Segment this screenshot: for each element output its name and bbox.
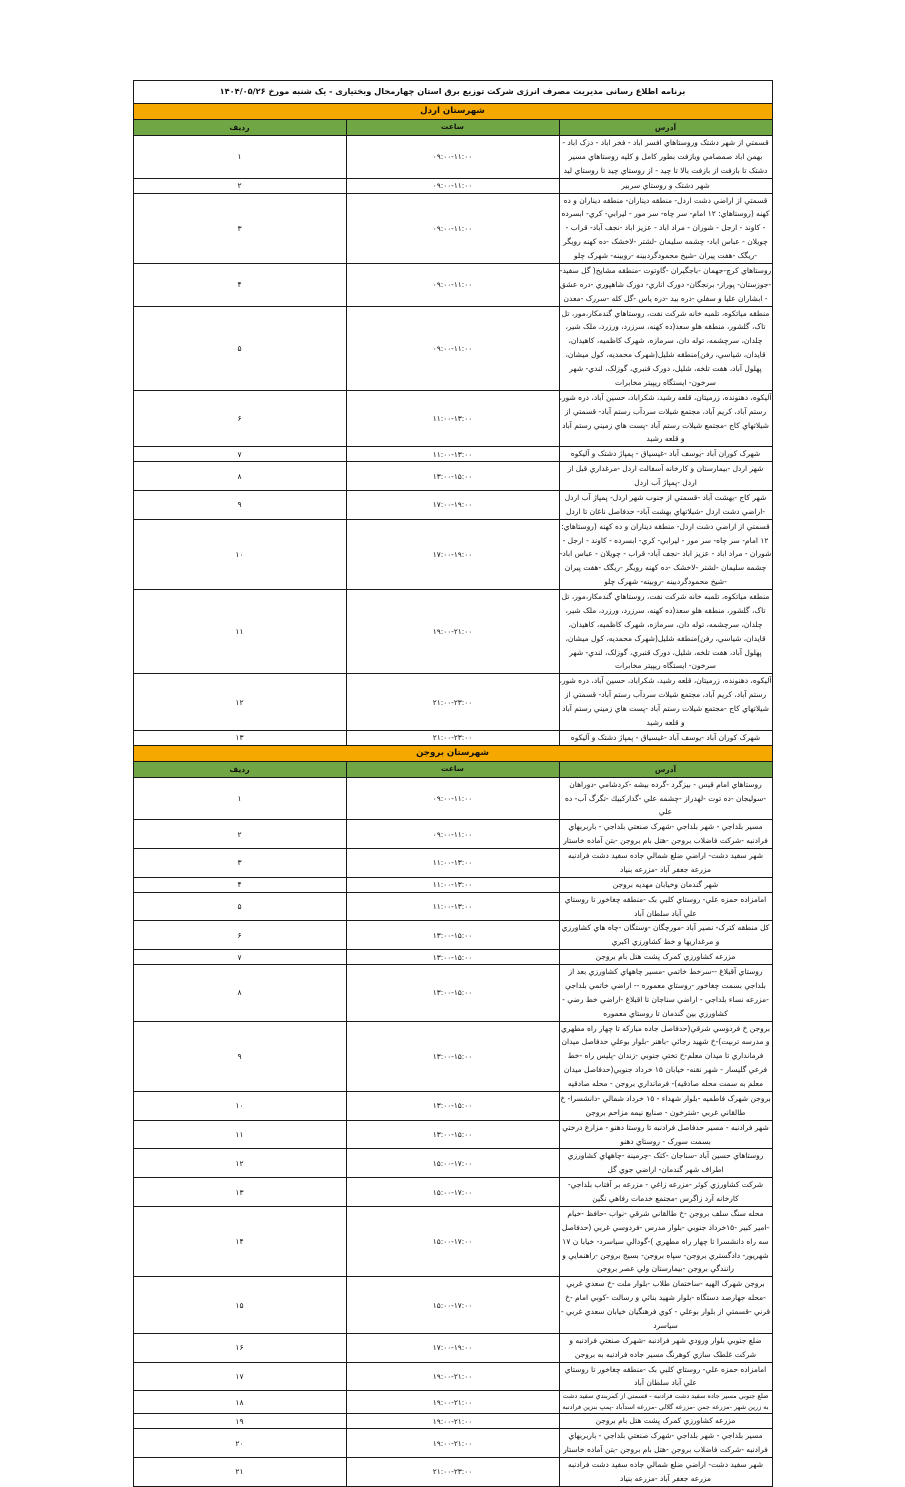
cell-address: شهر فرادنبه - مسير حدفاصل فرادنبه تا روستا دهنو - مزارع درختي بسمت سورک - روستاي دهنو xyxy=(559,1120,772,1149)
cell-address: روستاهاي کرچ-جهمان -باجگيران -گاوتوت -منطقه مشايخ( گل سفيد- -جوزستان- پوراز- برنجگان- دورک اناري- دورک شاهپوري -دره عشق - ابشاران عليا و سفلي -دره بيد -دره ياس -گل کله -سررک -معدن xyxy=(559,263,772,306)
cell-address: شهر سفيد دشت- اراضي ضلع شمالي جاده سفيد دشت فرادنبه مزرعه جعفر آباد -مزرعه بنياد xyxy=(559,1457,772,1486)
cell-time: ۱۵:۰۰-۱۷:۰۰ xyxy=(346,1206,559,1276)
cell-time: ۰۹:۰۰-۱۱:۰۰ xyxy=(346,136,559,179)
cell-time: ۰۹:۰۰-۱۱:۰۰ xyxy=(346,306,559,390)
cell-time: ۱۱:۰۰-۱۳:۰۰ xyxy=(346,447,559,462)
table-row xyxy=(133,1277,772,1334)
cell-row-no: ۱۵ xyxy=(133,1277,346,1334)
table-row xyxy=(133,136,772,179)
table-row xyxy=(133,1206,772,1276)
cell-row-no: ۱۱ xyxy=(133,1120,346,1149)
cell-time: ۱۹:۰۰-۲۱:۰۰ xyxy=(346,590,559,674)
cell-row-no: ۲ xyxy=(133,178,346,193)
cell-row-no: ۱ xyxy=(133,777,346,820)
cell-time: ۱۳:۰۰-۱۵:۰۰ xyxy=(346,921,559,950)
cell-address: ضلع جنوبي مسير جاده سفيد دشت فرادنبه - قسمتي از کمربندي سفيد دشت به زرين شهر -مزرعه جمن -مزرعه گلالي -مزرعه اسدآباد -پمپ بنزين فرادنبه xyxy=(559,1391,772,1414)
cell-address: شهر کاج -بهشت آباد -قسمتي از جنوب شهر اردل- پمپاژ آب اردل -اراضي دشت اردل -شيلاتهاي بهشت آباد- حدفاصل ناغان تا اردل xyxy=(559,490,772,519)
document-title-row xyxy=(133,81,772,104)
cell-row-no: ۱۲ xyxy=(133,1149,346,1178)
column-header-row-no: ردیف xyxy=(133,120,346,136)
cell-address: امامزاده حمزه علي- روستاي کلبي بک -منطقه چغاخور تا روستاي علي آباد سلطان آباد xyxy=(559,892,772,921)
cell-row-no: ۵ xyxy=(133,306,346,390)
cell-time: ۱۹:۰۰-۲۱:۰۰ xyxy=(346,1429,559,1458)
cell-row-no: ۱ xyxy=(133,136,346,179)
cell-time: ۲۱:۰۰-۲۳:۰۰ xyxy=(346,1457,559,1486)
table-row xyxy=(133,1391,772,1414)
table-row xyxy=(133,1091,772,1120)
table-row xyxy=(133,263,772,306)
table-row xyxy=(133,674,772,731)
cell-time: ۰۹:۰۰-۱۱:۰۰ xyxy=(346,263,559,306)
cell-time: ۱۵:۰۰-۱۷:۰۰ xyxy=(346,1178,559,1207)
table-body xyxy=(133,81,772,104)
cell-row-no: ۱۱ xyxy=(133,590,346,674)
table-row xyxy=(133,921,772,950)
column-header-time: ساعت xyxy=(346,120,559,136)
table-row xyxy=(133,1457,772,1486)
cell-row-no: ۶ xyxy=(133,390,346,447)
cell-address: منطقه مياتکوه، تلمبه خانه شرکت نفت، روستاهاي گندمکار،مور، تل تاک، گلشور، منطقه هلو سعد(ده کهنه، سرزرد، ورزرد، ملک شير، چلدان، سرچشمه، توله دان، سرمازه، شهرک کاظميه، کاهيدان، قايدان، شياسي، رفن)منطقه شليل(شهرک محمديه، کول ميشان، پهلول آباد، هفت تلخه، شليل، دورک قنبري، گوزلک، لندي- شهر سرخون- ايستگاه ريپيتر مخابرات xyxy=(559,306,772,390)
cell-row-no: ۱۶ xyxy=(133,1333,346,1362)
cell-address: قسمتي از اراضي دشت اردل- منطقه ديناران- منطقه ديناران و ده کهنه (روستاهاي: ۱۲ امام- سر چاه- سر مور - ليرابي- کري- ابسرده - کاوند - ارجل - شوران - مراد اباد - عزيز اباد -نجف آباد- قراب - چويلان - عباس اباد- چشمه سليمان -لشتر -لاخشک -ده کهنه رويگر -ريگک -هفت پيران -شيخ محمودگردبينه -روبينه- شهرک چلو xyxy=(559,193,772,263)
city-header-label: شهرستان اردل xyxy=(133,104,772,120)
cell-address: مسير بلداجي - شهر بلداجي -شهرک صنعتي بلداجي - باربربهاي فرادنبه -شرکت فاضلاب بروجن -هتل بام بروجن -بتن آماده خاستار xyxy=(559,1429,772,1458)
cell-row-no: ۶ xyxy=(133,921,346,950)
cell-address: شهرک کوران آباد -يوسف آباد -غيسياق - پمپاژ دشتک و آليکوه xyxy=(559,447,772,462)
cell-time: ۰۹:۰۰-۱۱:۰۰ xyxy=(346,777,559,820)
table-row xyxy=(133,306,772,390)
cell-address: مسير بلداجي - شهر بلداجي -شهرک صنعتي بلداجي - باربربهاي فرادنبه -شرکت فاضلاب بروجن -هتل بام بروجن -بتن آماده خاستار xyxy=(559,820,772,849)
cell-address: مزرعه کشاورزي کمرک پشت هتل بام بروجن xyxy=(559,1414,772,1429)
cell-row-no: ۲ xyxy=(133,820,346,849)
table-row xyxy=(133,490,772,519)
cell-time: ۱۳:۰۰-۱۵:۰۰ xyxy=(346,462,559,491)
cell-time: ۱۳:۰۰-۱۵:۰۰ xyxy=(346,1091,559,1120)
cell-address: بروجن خ فردوسي شرقي(حدفاصل جاده مبارکه تا چهار راه مطهري و مدرسه تربيت)-خ شهيد رجائي -باهنر -بلوار بوعلي حدفاصل ميدان فرمانداري تا ميدان معلم-خ تختي جنوبي -زندان -پليس راه -خط فرعي گليسار - شهر نقنه- خيابان ۱۵ خرداد جنوبي(حدفاصل ميدان معلم به سمت محله صادقيه)- فرمانداري بروجن - محله صادقيه xyxy=(559,1021,772,1091)
table-row xyxy=(133,519,772,589)
cell-row-no: ۱۲ xyxy=(133,674,346,731)
column-header-row xyxy=(133,761,772,777)
city-header-label: شهرستان بروجن xyxy=(133,745,772,761)
table-row xyxy=(133,1362,772,1391)
cell-time: ۱۳:۰۰-۱۵:۰۰ xyxy=(346,950,559,965)
cell-address: قسمتي از اراضي دشت اردل- منطقه ديناران و ده کهنه (روستاهاي: ۱۲ امام- سر چاه- سر مور - ليرابي- کري- ابسرده - کاوند - ارجل - شوران - مراد اباد - عزيز اباد -نجف آباد- قراب - چويلان - عباس اباد- چشمه سليمان -لشتر -لاخشک -ده کهنه رويگر -ريگک -هفت پيران -شيخ محمودگردبينه -روبينه- شهرک چلو xyxy=(559,519,772,589)
table-row xyxy=(133,390,772,447)
sections-container xyxy=(133,104,772,1487)
cell-time: ۱۷:۰۰-۱۹:۰۰ xyxy=(346,490,559,519)
cell-address: ضلع جنوبي بلوار ورودي شهر فرادنبه -شهرک صنعتي فرادنبه و شرکت غلطک سازي کوهرنگ مسير جاده فرادنبه به بروجن xyxy=(559,1333,772,1362)
table-row xyxy=(133,892,772,921)
table-row xyxy=(133,730,772,745)
cell-time: ۱۳:۰۰-۱۵:۰۰ xyxy=(346,965,559,1022)
cell-time: ۰۹:۰۰-۱۱:۰۰ xyxy=(346,193,559,263)
cell-row-no: ۱۸ xyxy=(133,1391,346,1414)
cell-address: قسمتي از شهر دشتک وروستاهاي افسر اباد - فخر اباد - دزک اباد - بهمن اباد صمصامي وبازفت بطور کامل و کليه روستاهاي مسير دشتک تا بازفت از بازفت بالا تا چيد - از روستاي چيد تا روستاي ليد xyxy=(559,136,772,179)
table-row xyxy=(133,1178,772,1207)
cell-address: روستاهاي حسين آباد -سناجان -کتک -چرمينه -چاههاي کشاورزي اطراف شهر گندمان- اراضي جوي گل xyxy=(559,1149,772,1178)
cell-address: امامزاده حمزه علي- روستاي کلبي بک -منطقه چغاخور تا روستاي علي آباد سلطان آباد xyxy=(559,1362,772,1391)
table-row xyxy=(133,1021,772,1091)
table-row xyxy=(133,1149,772,1178)
cell-time: ۲۱:۰۰-۲۳:۰۰ xyxy=(346,730,559,745)
cell-row-no: ۳ xyxy=(133,849,346,878)
cell-address: بروجن شهرک فاطميه -بلوار شهداء - ۱۵ خرداد شمالي -دانشسرا- خ طالقاني غربي -شترخون - صنايع نيمه مزاحم بروجن xyxy=(559,1091,772,1120)
cell-address: آليکوه، دهنونده، زرميتان، قلعه رشيد، شکراباد، حسين آباد، دره شور، رستم آباد، کريم آباد، مجتمع شيلات سردآب رستم آباد- قسمتي از شيلاتهاي کاج -مجتمع شيلات رستم آباد -پست هاي زميني رستم آباد و قلعه رشيد xyxy=(559,674,772,731)
cell-row-no: ۷ xyxy=(133,447,346,462)
cell-time: ۲۱:۰۰-۲۳:۰۰ xyxy=(346,674,559,731)
city-header-row xyxy=(133,104,772,120)
cell-address: روستاهاي امام قيس - بيزگرد -گرده بيشه -کردشامي -دوراهان -سوليجان -ده توت -لهدراز -چشمه علي -گداركبيك -تگرگ آب- ده علي xyxy=(559,777,772,820)
table-row xyxy=(133,777,772,820)
cell-row-no: ۱۰ xyxy=(133,519,346,589)
table-row xyxy=(133,193,772,263)
table-row xyxy=(133,1333,772,1362)
cell-address: شهر گندمان وخيابان مهديه بروجن xyxy=(559,877,772,892)
cell-address: مزرعه کشاورزي کمرک پشت هتل بام بروجن xyxy=(559,950,772,965)
cell-address: منطقه مياتکوه، تلمبه خانه شرکت نفت، روستاهاي گندمکار،مور، تل تاک، گلشور، منطقه هلو سعد(ده کهنه، سرزرد، ورزرد، ملک شير، چلدان، سرچشمه، توله دان، سرمازه، شهرک کاظميه، کاهيدان، قايدان، شياسي، رفن)منطقه شليل(شهرک محمديه، کول ميشان، پهلول آباد، هفت تلخه، شليل، دورک قنبري، گوزلک، لندي- شهر سرخون- ايستگاه ريپيتر مخابرات xyxy=(559,590,772,674)
cell-row-no: ۱۹ xyxy=(133,1414,346,1429)
cell-row-no: ۸ xyxy=(133,462,346,491)
cell-time: ۱۵:۰۰-۱۷:۰۰ xyxy=(346,1277,559,1334)
table-row xyxy=(133,178,772,193)
cell-row-no: ۵ xyxy=(133,892,346,921)
table-row xyxy=(133,1429,772,1458)
cell-time: ۱۳:۰۰-۱۵:۰۰ xyxy=(346,1120,559,1149)
city-header-row xyxy=(133,745,772,761)
cell-address: شهر دشتک و روستاي سربير xyxy=(559,178,772,193)
cell-time: ۱۷:۰۰-۱۹:۰۰ xyxy=(346,1333,559,1362)
table-row xyxy=(133,965,772,1022)
cell-time: ۱۱:۰۰-۱۳:۰۰ xyxy=(346,877,559,892)
cell-row-no: ۱۷ xyxy=(133,1362,346,1391)
cell-row-no: ۲۰ xyxy=(133,1429,346,1458)
column-header-row-no: ردیف xyxy=(133,761,346,777)
cell-time: ۱۹:۰۰-۲۱:۰۰ xyxy=(346,1414,559,1429)
cell-address: شرکت کشاورزي کوثر -مزرعه زاغي - مزرعه بر آفتاب بلداجي- کارخانه آرد زاگرس -مجتمع خدمات رفاهي نگين xyxy=(559,1178,772,1207)
cell-row-no: ۱۳ xyxy=(133,730,346,745)
cell-time: ۱۹:۰۰-۲۱:۰۰ xyxy=(346,1362,559,1391)
table-row xyxy=(133,820,772,849)
cell-time: ۱۹:۰۰-۲۱:۰۰ xyxy=(346,1391,559,1414)
table-row xyxy=(133,1120,772,1149)
cell-address: شهر اردل -بيمارستان و کارخانه آسفالت اردل -مرغداري قبل از اردل -پمپاژ آب اردل xyxy=(559,462,772,491)
cell-time: ۱۱:۰۰-۱۳:۰۰ xyxy=(346,390,559,447)
cell-row-no: ۷ xyxy=(133,950,346,965)
cell-time: ۱۳:۰۰-۱۵:۰۰ xyxy=(346,1021,559,1091)
table-row xyxy=(133,462,772,491)
cell-time: ۱۱:۰۰-۱۳:۰۰ xyxy=(346,849,559,878)
cell-row-no: ۱۰ xyxy=(133,1091,346,1120)
cell-row-no: ۸ xyxy=(133,965,346,1022)
cell-address: آليکوه، دهنونده، زرميتان، قلعه رشيد، شکراباد، حسين آباد، دره شور، رستم آباد، کريم آباد، مجتمع شيلات سردآب رستم آباد- قسمتي از شيلاتهاي کاج -مجتمع شيلات رستم آباد -پست هاي زميني رستم آباد و قلعه رشيد xyxy=(559,390,772,447)
table-row xyxy=(133,877,772,892)
cell-address: روستاي آقبلاغ --سرخط خاتمي -مسير چاههاي کشاورزي بعد از بلداجي بسمت چغاخور -روستاي معموره -- اراضي خاتمي بلداجي -مزرعه نساء بلداجي - اراضي سناجان تا اقبلاغ -اراضي خط رضي - کشاورزي بين گندمان تا روستاي معموره xyxy=(559,965,772,1022)
column-header-time: ساعت xyxy=(346,761,559,777)
cell-time: ۱۷:۰۰-۱۹:۰۰ xyxy=(346,519,559,589)
cell-time: ۰۹:۰۰-۱۱:۰۰ xyxy=(346,178,559,193)
cell-time: ۱۱:۰۰-۱۳:۰۰ xyxy=(346,892,559,921)
cell-time: ۱۵:۰۰-۱۷:۰۰ xyxy=(346,1149,559,1178)
cell-address: کل منطقه کترک- نصير آباد -مورچگان -وستگان -چاه هاي کشاورزي و مرغداريها و خط کشاورزي اکبري xyxy=(559,921,772,950)
cell-row-no: ۱۴ xyxy=(133,1206,346,1276)
cell-time: ۰۹:۰۰-۱۱:۰۰ xyxy=(346,820,559,849)
cell-row-no: ۴ xyxy=(133,877,346,892)
cell-address: بروجن شهرک الهيه -ساختمان طلاب -بلوار ملت -خ سعدي غربي -محله جهارصد دستگاه -بلوار شهيد بنائي و رسالت -کوبي امام -خ قرني -قسمتي از بلوار بوعلي - کوي فرهنگيان خيابان سعدي غربي - سياسرد xyxy=(559,1277,772,1334)
table-row xyxy=(133,849,772,878)
column-header-address: آدرس xyxy=(559,120,772,136)
cell-row-no: ۳ xyxy=(133,193,346,263)
cell-row-no: ۱۳ xyxy=(133,1178,346,1207)
table-row xyxy=(133,1414,772,1429)
cell-address: شهرک کوران آباد -يوسف آباد -غيسياق - پمپاژ دشتک و آليکوه xyxy=(559,730,772,745)
table-row xyxy=(133,590,772,674)
column-header-row xyxy=(133,120,772,136)
outage-schedule-table xyxy=(133,80,773,1487)
cell-address: محله سنگ سلف بروجن -خ طالقاني شرقي -نواب -حافظ -خيام -امير کبير -۱۵خرداد جنوبي -بلوار مدرس -فردوسي غربي (حدفاصل سه راه دانشسرا تا چهار راه مطهري )-گودالي سياسرد- خيابا ن ۱۷ شهريور- دادگستري بروجن- سپاه بروجن- بسيج بروجن -راهنمايي و رانندگي بروجن -بيمارستان ولي عصر بروجن xyxy=(559,1206,772,1276)
cell-row-no: ۹ xyxy=(133,490,346,519)
table-row xyxy=(133,447,772,462)
cell-row-no: ۲۱ xyxy=(133,1457,346,1486)
cell-address: شهر سفيد دشت- اراضي ضلع شمالي جاده سفيد دشت فرادنبه مزرعه جعفر آباد -مزرعه بنياد xyxy=(559,849,772,878)
cell-row-no: ۹ xyxy=(133,1021,346,1091)
table-row xyxy=(133,950,772,965)
cell-row-no: ۴ xyxy=(133,263,346,306)
column-header-address: آدرس xyxy=(559,761,772,777)
document-title: برنامه اطلاع رسانی مدیریت مصرف انرژی شرکت توزیع برق استان چهارمحال وبختیاری - یک شنبه مورخ ۱۴۰۴/۰۵/۲۶ xyxy=(133,81,772,104)
